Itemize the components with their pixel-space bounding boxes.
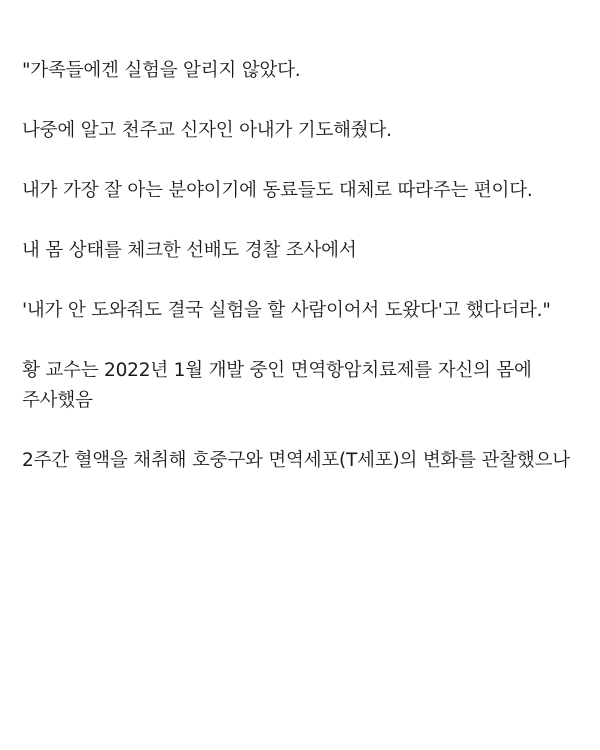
- paragraph-4: 내 몸 상태를 체크한 선배도 경찰 조사에서: [22, 239, 357, 261]
- paragraph-5: '내가 안 도와줘도 결국 실험을 할 사람이어서 도왔다'고 했다더라.": [22, 299, 551, 321]
- paragraph-6: 황 교수는 2022년 1월 개발 중인 면역항암치료제를 자신의 몸에 주사했음: [22, 359, 532, 411]
- paragraph-3: 내가 가장 잘 아는 분야이기에 동료들도 대체로 따라주는 편이다.: [22, 179, 533, 201]
- paragraph-7: 2주간 혈액을 채취해 호중구와 면역세포(T세포)의 변화를 관찰했으나: [22, 449, 570, 471]
- paragraph-1: "가족들에겐 실험을 알리지 않았다.: [22, 60, 301, 81]
- paragraph-2: 나중에 알고 천주교 신자인 아내가 기도해줬다.: [22, 119, 392, 141]
